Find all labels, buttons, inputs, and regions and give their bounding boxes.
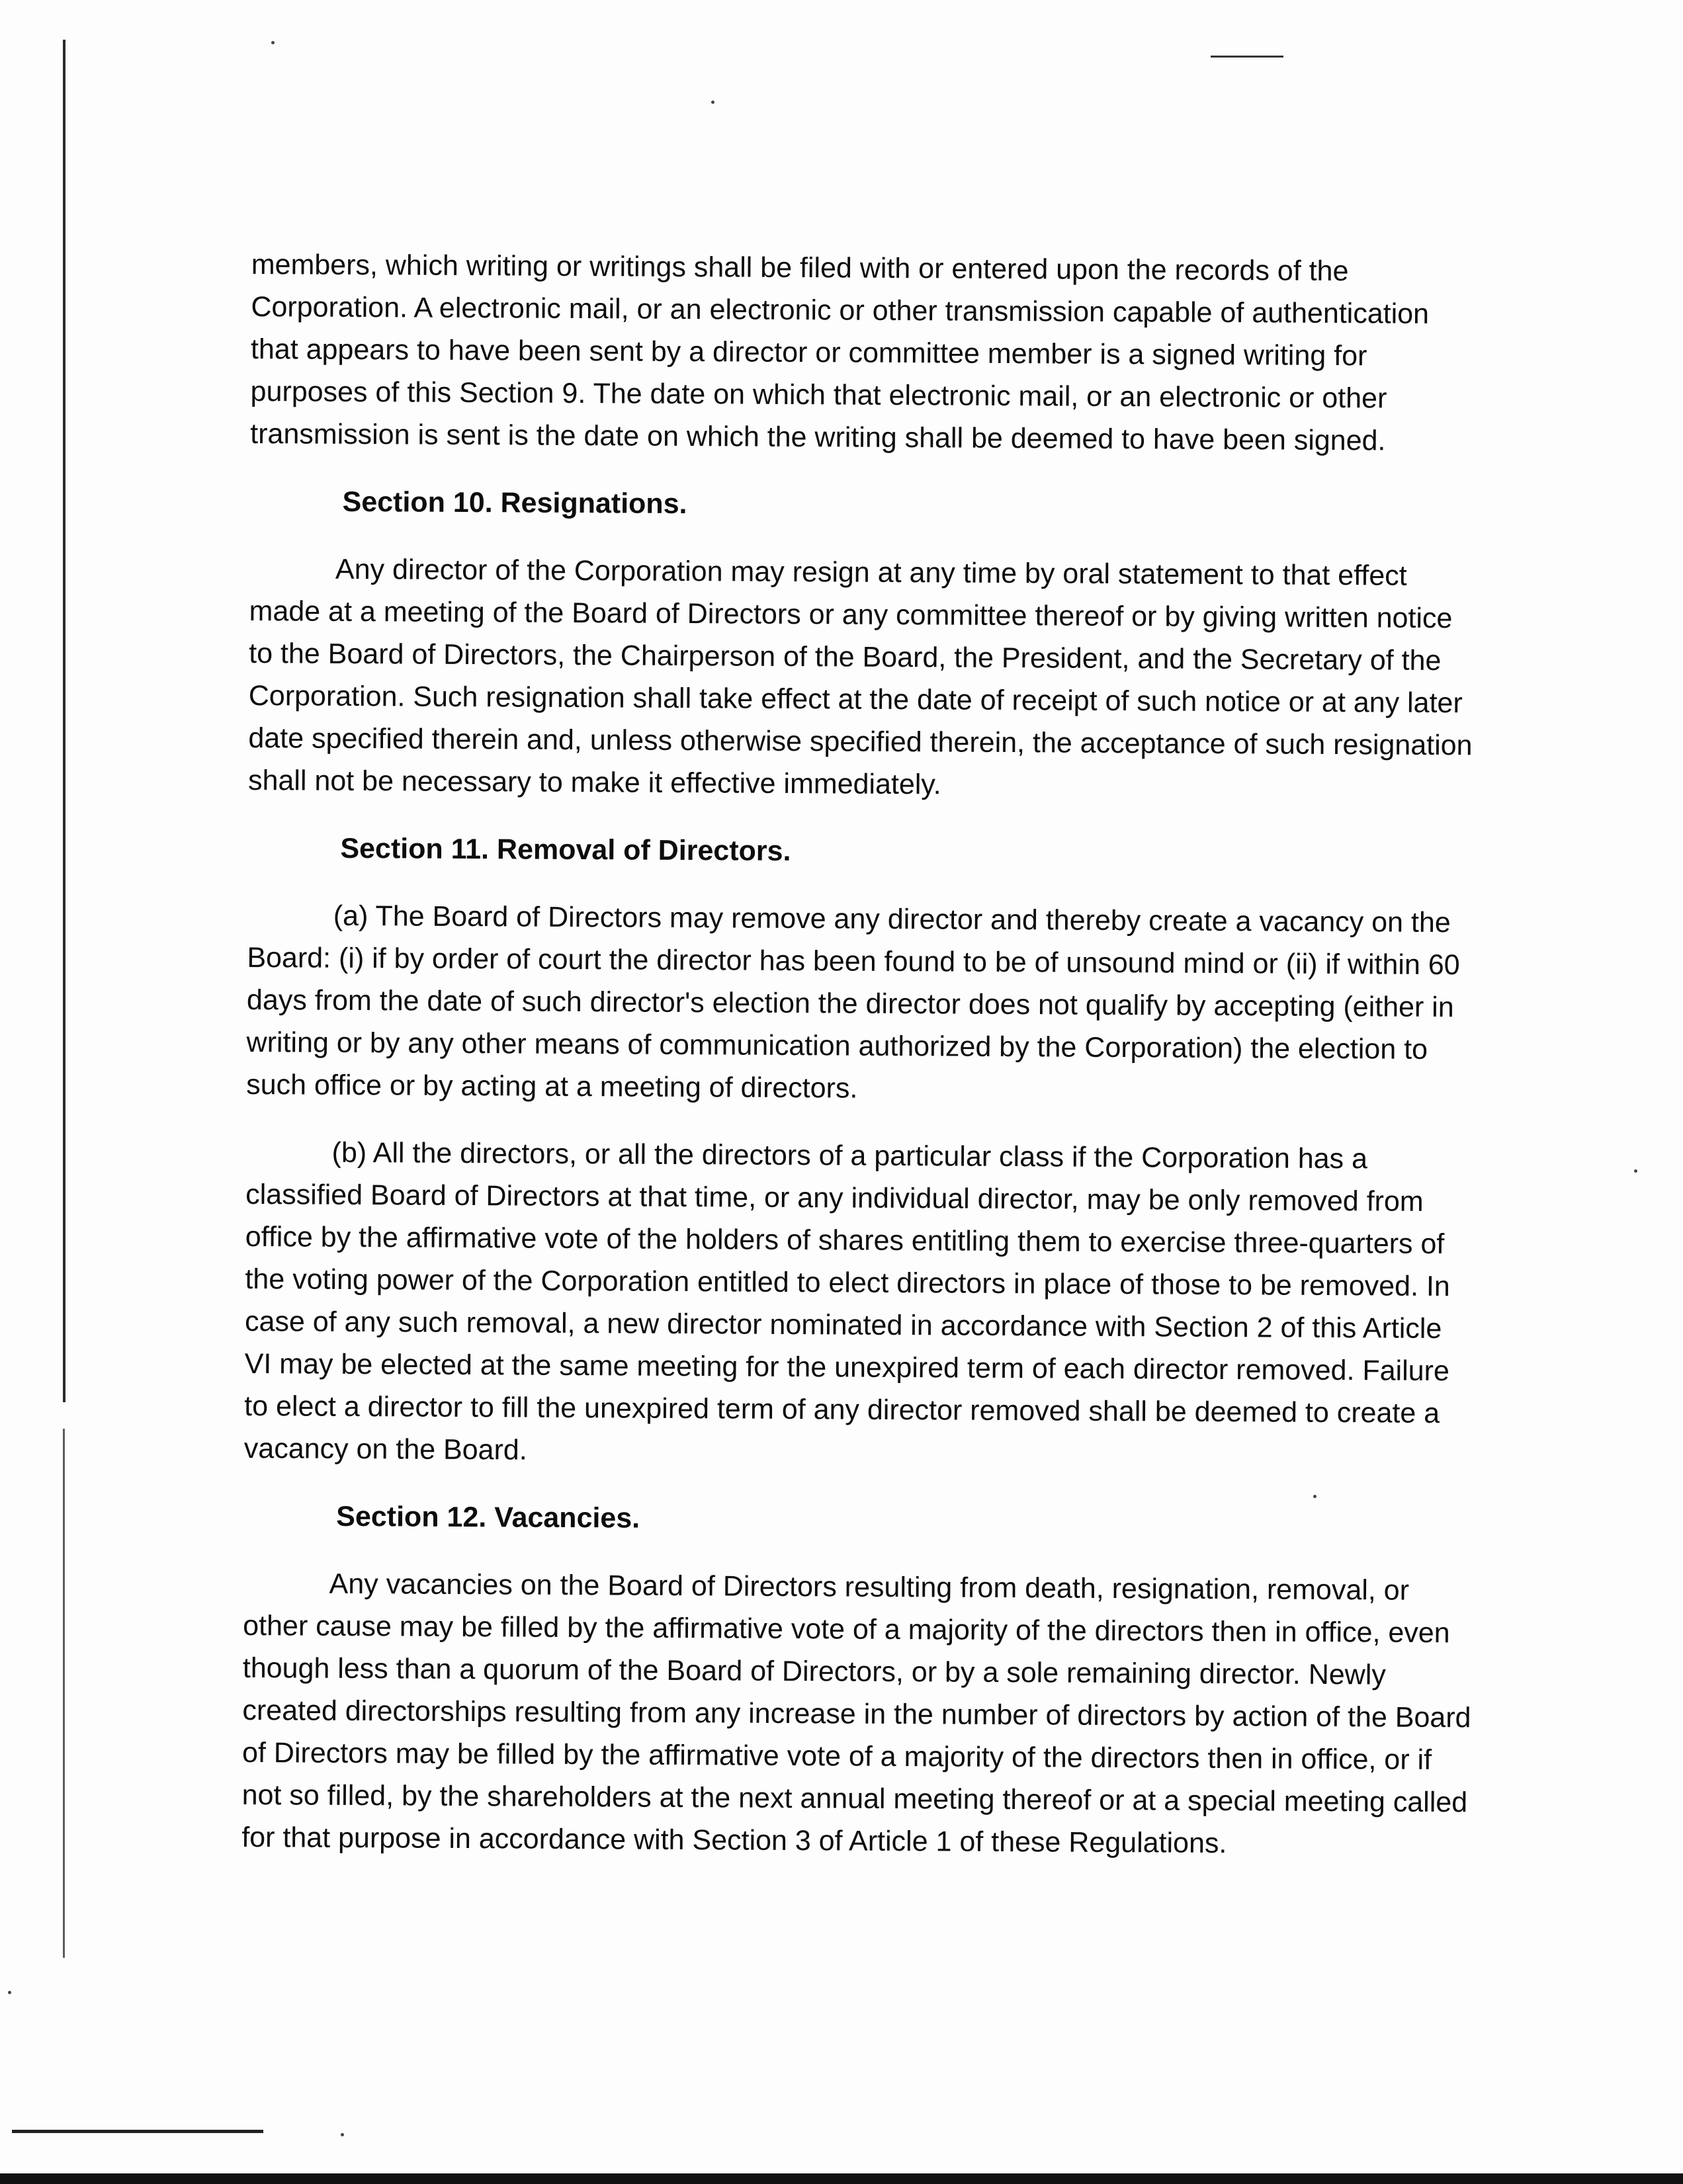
- scan-edge-shadow: [63, 40, 65, 1402]
- scan-speck: [8, 1991, 11, 1994]
- scan-speck: [341, 2133, 344, 2136]
- section-10-body: Any director of the Corporation may resign at any time by oral statement to that effect made at a meeting of the Board of Directors or any committee thereof or by giving written notice to the Board of Directors, the Chairperson of the Board, the President, and the Secretary of the Corporation. Such resignation shall take effect at the date of receipt of such notice or at any later date specified therein and, unless otherwise specified therein, the acceptance of such resignation shall not be necessary to make it effective immediately.: [247, 553, 1473, 801]
- document-body: [241, 243, 1482, 1866]
- section-11-para-b: (b) All the directors, or all the directors of a particular class if the Corporation has a classified Board of Directors at that time, or any individual director, may be only removed from office by the affirmative vote of the holders of shares entitling them to exercise three-quarters of the voting power of the Corporation entitled to elect directors in place of those to be removed. In case of any such removal, a new director nominated in accordance with Section 2 of this Article VI may be elected at the same meeting for the unexpired term of each director removed. Failure to elect a director to fill the unexpired term of any director removed shall be deemed to create a vacancy on the Board.: [243, 1136, 1450, 1466]
- section-12-body: Any vacancies on the Board of Directors resulting from death, resignation, removal, or other cause may be filled by the affirmative vote of a majority of the directors then in office, even though less than a quorum of the Board of Directors, or by a sole remaining director. Newly created directorships resulting from any increase in the number of directors by action of the Board of Directors may be filled by the affirmative vote of a majority of the directors then in office, or if not so filled, by the shareholders at the next annual meeting thereof or at a special meeting called for that purpose in accordance with Section 3 of Article 1 of these Regulations.: [241, 1568, 1471, 1860]
- scan-mark: [12, 2130, 263, 2133]
- scan-edge-bottom: [0, 2173, 1683, 2184]
- scan-speck: [711, 101, 714, 104]
- continued-paragraph: members, which writing or writings shall be filed with or entered upon the records of the Corporation. A electronic mail, or an electronic or other transmission capable of authentication that appears to have been sent by a director or committee member is a signed writing for purposes of this Section 9. The date on which that electronic mail, or an electronic or other transmission is sent is the date on which the writing shall be deemed to have been signed.: [250, 248, 1430, 457]
- section-11-heading: Section 11. Removal of Directors.: [340, 832, 791, 867]
- scan-speck: [1634, 1169, 1637, 1173]
- scan-mark: [1211, 56, 1283, 58]
- scan-edge-shadow: [63, 1429, 65, 1958]
- section-12-heading: Section 12. Vacancies.: [336, 1500, 640, 1534]
- section-11-para-a: (a) The Board of Directors may remove any director and thereby create a vacancy on the Board: (i) if by order of court the director has been found to be of unsound mind or (ii) if within 60 days from the date of such director's election the director does not qualify by accepting (either in writing or by any other means of communication authorized by the Corporation) the election to such office or by acting at a meeting of directors.: [246, 900, 1460, 1105]
- section-10-heading: Section 10. Resignations.: [342, 485, 687, 521]
- scan-speck: [271, 41, 275, 44]
